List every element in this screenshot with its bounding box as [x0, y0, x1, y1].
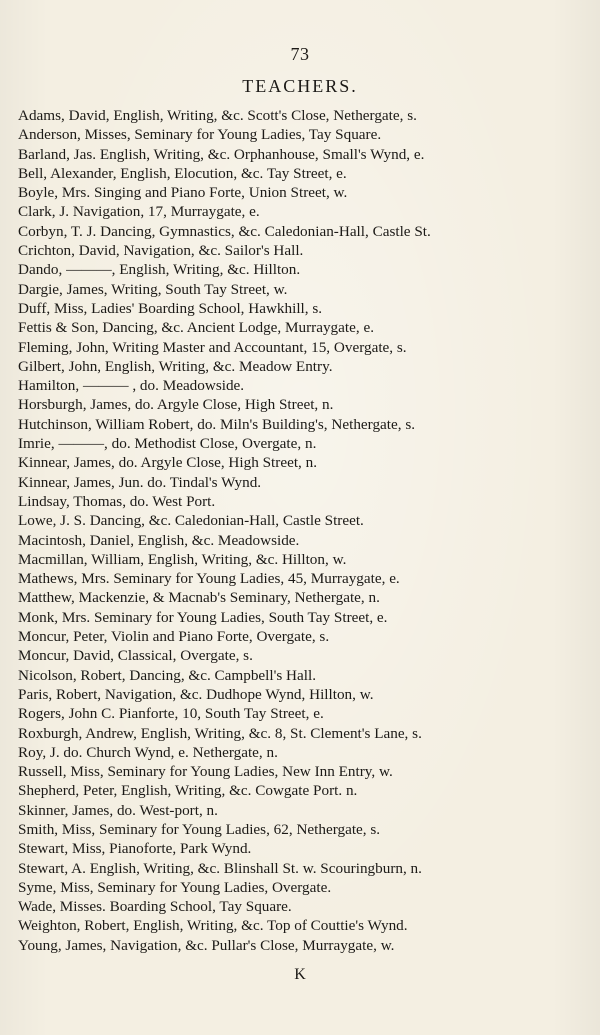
list-item: Matthew, Mackenzie, & Macnab's Seminary, Nethergate, n.: [18, 589, 380, 607]
list-item: Lindsay, Thomas, do. West Port.: [18, 492, 216, 510]
list-item: Skinner, James, do. West-port, n.: [18, 801, 218, 819]
list-item: Nicolson, Robert, Dancing, &c. Campbell's Hall.: [18, 666, 316, 684]
list-item: Crichton, David, Navigation, &c. Sailor's Hall.: [18, 242, 304, 260]
list-item: Stewart, Miss, Pianoforte, Park Wynd.: [18, 840, 252, 858]
list-item: Bell, Alexander, English, Elocution, &c. Tay Street, e.: [18, 164, 347, 182]
list-item: Smith, Miss, Seminary for Young Ladies, 62, Nethergate, s.: [18, 820, 381, 838]
list-item: Syme, Miss, Seminary for Young Ladies, Overgate.: [18, 878, 332, 896]
list-item: Duff, Miss, Ladies' Boarding School, Hawkhill, s.: [18, 299, 323, 317]
list-item: Young, James, Navigation, &c. Pullar's Close, Murraygate, w.: [18, 936, 395, 954]
list-item: Kinnear, James, do. Argyle Close, High Street, n.: [18, 454, 318, 472]
list-item: Paris, Robert, Navigation, &c. Dudhope Wynd, Hillton, w.: [18, 685, 374, 703]
list-item: Monk, Mrs. Seminary for Young Ladies, South Tay Street, e.: [18, 608, 388, 626]
list-item: Wade, Misses. Boarding School, Tay Square.: [18, 898, 292, 916]
list-item: Fleming, John, Writing Master and Accountant, 15, Overgate, s.: [18, 338, 407, 356]
list-item: Macintosh, Daniel, English, &c. Meadowside.: [18, 531, 300, 549]
list-item: Roy, J. do. Church Wynd, e. Nethergate, n.: [18, 743, 278, 761]
list-item: Horsburgh, James, do. Argyle Close, High Street, n.: [18, 396, 334, 414]
list-item: Clark, J. Navigation, 17, Murraygate, e.: [18, 203, 260, 221]
list-item: Macmillan, William, English, Writing, &c. Hillton, w.: [18, 550, 347, 568]
list-item: Corbyn, T. J. Dancing, Gymnastics, &c. Caledonian-Hall, Castle St.: [18, 222, 431, 240]
list-item: Anderson, Misses, Seminary for Young Ladies, Tay Square.: [18, 126, 382, 144]
list-item: Shepherd, Peter, English, Writing, &c. Cowgate Port. n.: [18, 782, 358, 800]
list-item: Dando, ———, English, Writing, &c. Hillton.: [18, 261, 301, 279]
list-item: Hutchinson, William Robert, do. Miln's Building's, Nethergate, s.: [18, 415, 416, 433]
list-item: Lowe, J. S. Dancing, &c. Caledonian-Hall, Castle Street.: [18, 512, 364, 530]
list-item: Mathews, Mrs. Seminary for Young Ladies, 45, Murraygate, e.: [18, 570, 400, 588]
list-item: Hamilton, ——— , do. Meadowside.: [18, 377, 245, 395]
list-item: Adams, David, English, Writing, &c. Scott's Close, Nethergate, s.: [18, 107, 417, 124]
list-item: Rogers, John C. Pianforte, 10, South Tay Street, e.: [18, 705, 324, 723]
list-item: Moncur, David, Classical, Overgate, s.: [18, 647, 253, 665]
list-item: Russell, Miss, Seminary for Young Ladies, New Inn Entry, w.: [18, 763, 393, 781]
list-item: Imrie, ———, do. Methodist Close, Overgate, n.: [18, 435, 317, 453]
list-item: Barland, Jas. English, Writing, &c. Orphanhouse, Small's Wynd, e.: [18, 145, 425, 163]
section-heading: TEACHERS.: [242, 76, 358, 96]
list-item: Moncur, Peter, Violin and Piano Forte, Overgate, s.: [18, 628, 330, 646]
list-item: Fettis & Son, Dancing, &c. Ancient Lodge, Murraygate, e.: [18, 319, 374, 337]
list-item: Dargie, James, Writing, South Tay Street, w.: [18, 280, 288, 298]
list-item: Kinnear, James, Jun. do. Tindal's Wynd.: [18, 473, 262, 491]
list-item: Weighton, Robert, English, Writing, &c. Top of Couttie's Wynd.: [18, 917, 408, 935]
list-item: Roxburgh, Andrew, English, Writing, &c. 8, St. Clement's Lane, s.: [18, 724, 422, 742]
signature-mark: K: [294, 966, 306, 983]
list-item: Gilbert, John, English, Writing, &c. Meadow Entry.: [18, 357, 333, 375]
list-item: Boyle, Mrs. Singing and Piano Forte, Union Street, w.: [18, 184, 348, 202]
teacher-list: [18, 106, 584, 955]
list-item: Stewart, A. English, Writing, &c. Blinshall St. w. Scouringburn, n.: [18, 859, 422, 877]
page-number: 73: [290, 44, 310, 64]
